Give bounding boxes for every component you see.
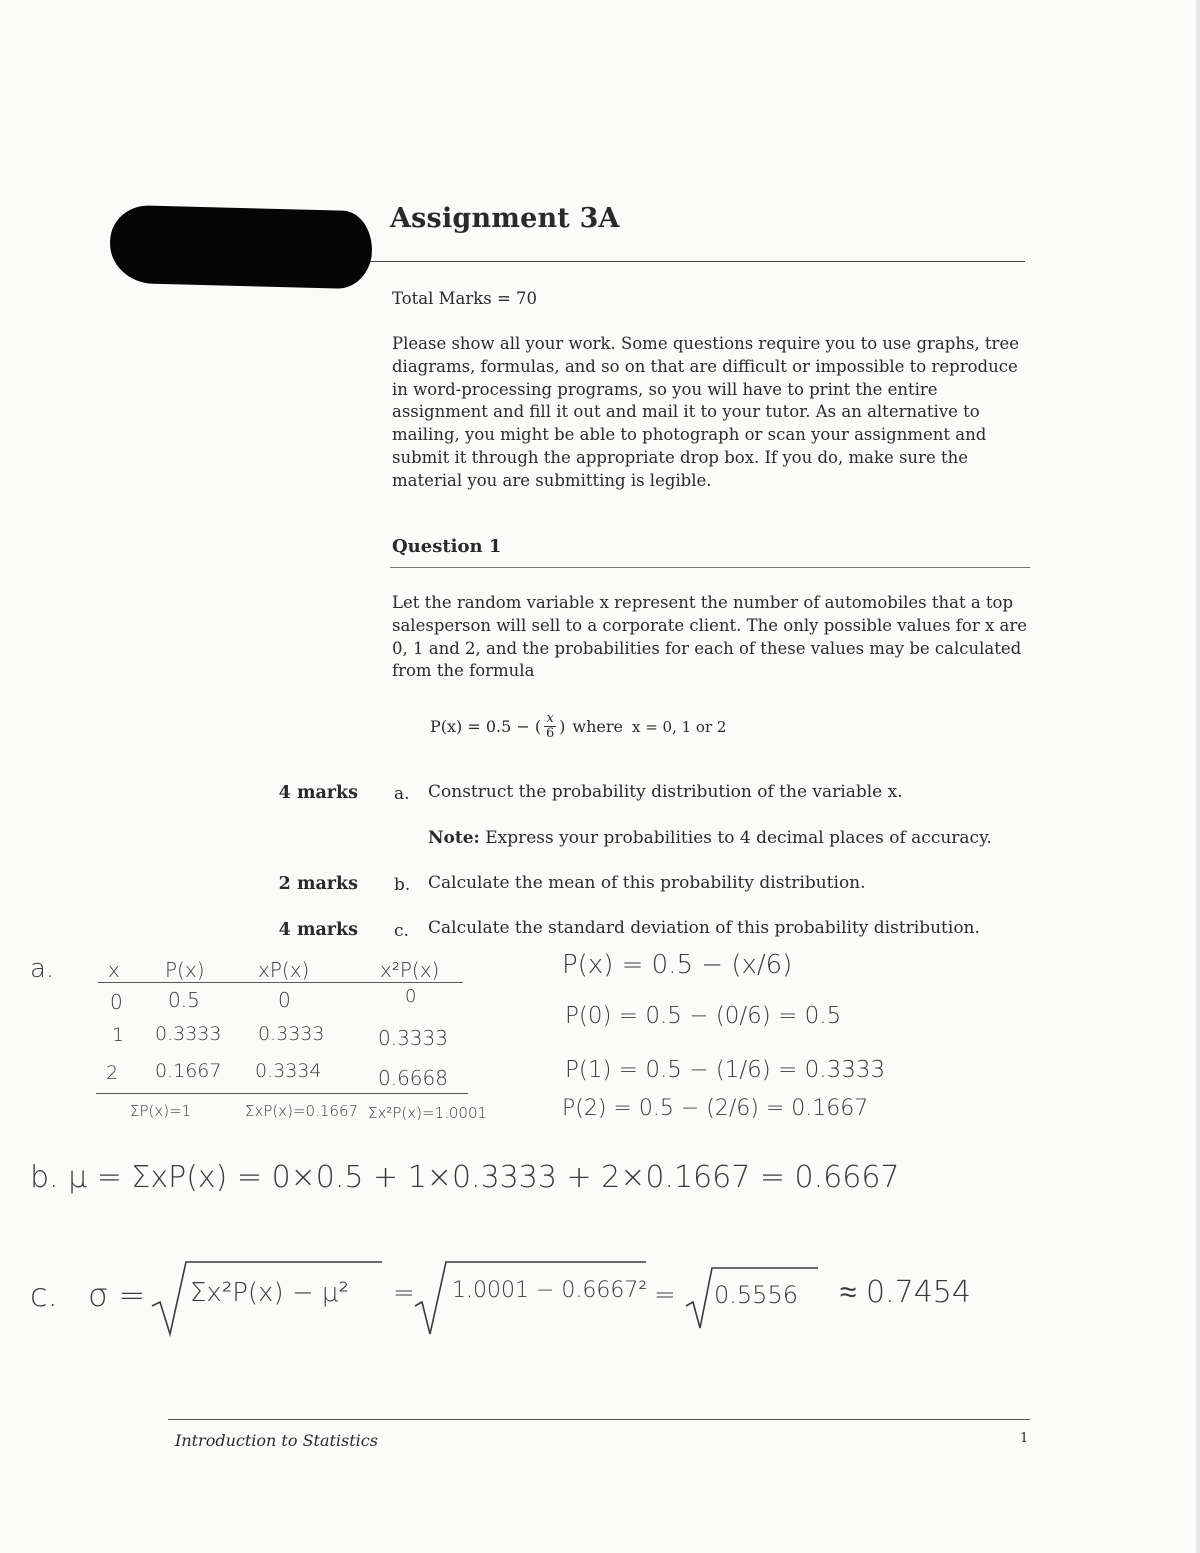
hand-calc-line: P(x) = 0.5 − (x/6) — [562, 950, 793, 980]
question-rule — [390, 567, 1030, 568]
hand-cell: 2 — [106, 1062, 119, 1084]
hand-cell: 0.3333 — [378, 1026, 448, 1050]
hand-part-c-expr2: 1.0001 − 0.6667² — [452, 1278, 648, 1303]
formula-fraction — [544, 712, 556, 741]
hand-cell: 0.3334 — [255, 1060, 322, 1082]
total-marks: Total Marks = 70 — [392, 289, 538, 308]
hand-part-c-sigma: σ = — [88, 1276, 146, 1314]
hand-table-header-rule — [98, 982, 463, 983]
scan-edge — [1196, 0, 1200, 1553]
hand-part-c-eq1: = — [393, 1278, 415, 1308]
hand-calc-line: P(0) = 0.5 − (0/6) = 0.5 — [565, 1003, 842, 1029]
hand-cell: 1 — [112, 1024, 125, 1046]
note-line — [428, 828, 992, 848]
page-number: 1 — [1020, 1431, 1029, 1446]
hand-table-sum-rule — [96, 1093, 468, 1094]
hand-cell: 0.1667 — [155, 1060, 222, 1082]
hand-header-xpx: xP(x) — [258, 958, 310, 982]
footer-course: Introduction to Statistics — [175, 1431, 378, 1450]
part-c-marks: 4 marks — [278, 920, 358, 940]
formula-where: where — [572, 717, 623, 736]
redaction-mark — [109, 205, 373, 290]
probability-formula — [430, 712, 726, 741]
part-a-text: Construct the probability distribution of the variable x. — [428, 782, 903, 802]
formula-denominator: 6 — [545, 726, 555, 741]
hand-part-b: b. μ = ΣxP(x) = 0×0.5 + 1×0.3333 + 2×0.1667 = 0.6667 — [30, 1160, 900, 1195]
hand-cell: 0.3333 — [155, 1023, 222, 1045]
title-rule — [370, 261, 1025, 262]
hand-sum-xpx: ΣxP(x)=0.1667 — [245, 1102, 359, 1120]
formula-close: ) — [559, 717, 566, 736]
page-title: Assignment 3A — [390, 203, 620, 234]
formula-values: x = 0, 1 or 2 — [631, 717, 727, 736]
hand-cell: 0 — [278, 988, 291, 1012]
hand-cell: 0 — [110, 990, 123, 1014]
part-c-label: c. — [394, 921, 409, 941]
part-c-text: Calculate the standard deviation of this probability distribution. — [428, 918, 980, 938]
hand-part-a-label: a. — [30, 954, 55, 984]
part-b-text: Calculate the mean of this probability distribution. — [428, 873, 866, 893]
question-body: Let the random variable x represent the number of automobiles that a top salesperson will sell to a corporate client. The only possible values for x are 0, 1 and 2, and the probabilities for each of these values may be calculated from the formula — [392, 593, 1028, 681]
hand-sum-px: ΣP(x)=1 — [130, 1102, 192, 1120]
note-text: Express your probabilities to 4 decimal places of accuracy. — [485, 828, 992, 848]
hand-part-c-expr3: 0.5556 — [714, 1281, 798, 1309]
instructions-paragraph: Please show all your work. Some questions require you to use graphs, tree diagrams, formulas, and so on that are difficult or impossible to reproduce in word-processing programs, so you will have to print the entire assignment and fill it out and mail it to your tutor. As an alternative to mailing, you might be able to photograph or scan your assignment and submit it through the appropriate drop box. If you do, make sure the material you are submitting is legible. — [392, 334, 1019, 490]
hand-part-c-label: c. — [30, 1276, 58, 1314]
note-label: Note: — [428, 828, 480, 848]
part-b-label: b. — [394, 875, 411, 895]
part-a-marks: 4 marks — [278, 783, 358, 803]
formula-main: P(x) = 0.5 − ( — [430, 717, 542, 736]
hand-cell: 0.5 — [168, 988, 200, 1012]
part-b-marks: 2 marks — [278, 874, 358, 894]
hand-part-c-expr1: Σx²P(x) − μ² — [190, 1278, 349, 1308]
part-a-label: a. — [394, 784, 410, 804]
hand-header-x: x — [108, 958, 120, 982]
hand-header-x2px: x²P(x) — [380, 958, 440, 982]
footer-rule — [168, 1419, 1030, 1420]
hand-calc-line: P(1) = 0.5 − (1/6) = 0.3333 — [565, 1057, 886, 1083]
formula-numerator: x — [546, 711, 554, 726]
question-title: Question 1 — [392, 536, 502, 557]
hand-part-c-result: ≈ 0.7454 — [840, 1275, 971, 1310]
hand-cell: 0.6668 — [378, 1066, 448, 1090]
hand-cell: 0.3333 — [258, 1023, 325, 1045]
hand-calc-line: P(2) = 0.5 − (2/6) = 0.1667 — [562, 1096, 869, 1121]
hand-part-c-eq2: = — [654, 1280, 676, 1310]
hand-header-px: P(x) — [165, 958, 205, 982]
hand-sum-x2px: Σx²P(x)=1.0001 — [368, 1104, 488, 1122]
hand-cell: 0 — [405, 986, 417, 1007]
